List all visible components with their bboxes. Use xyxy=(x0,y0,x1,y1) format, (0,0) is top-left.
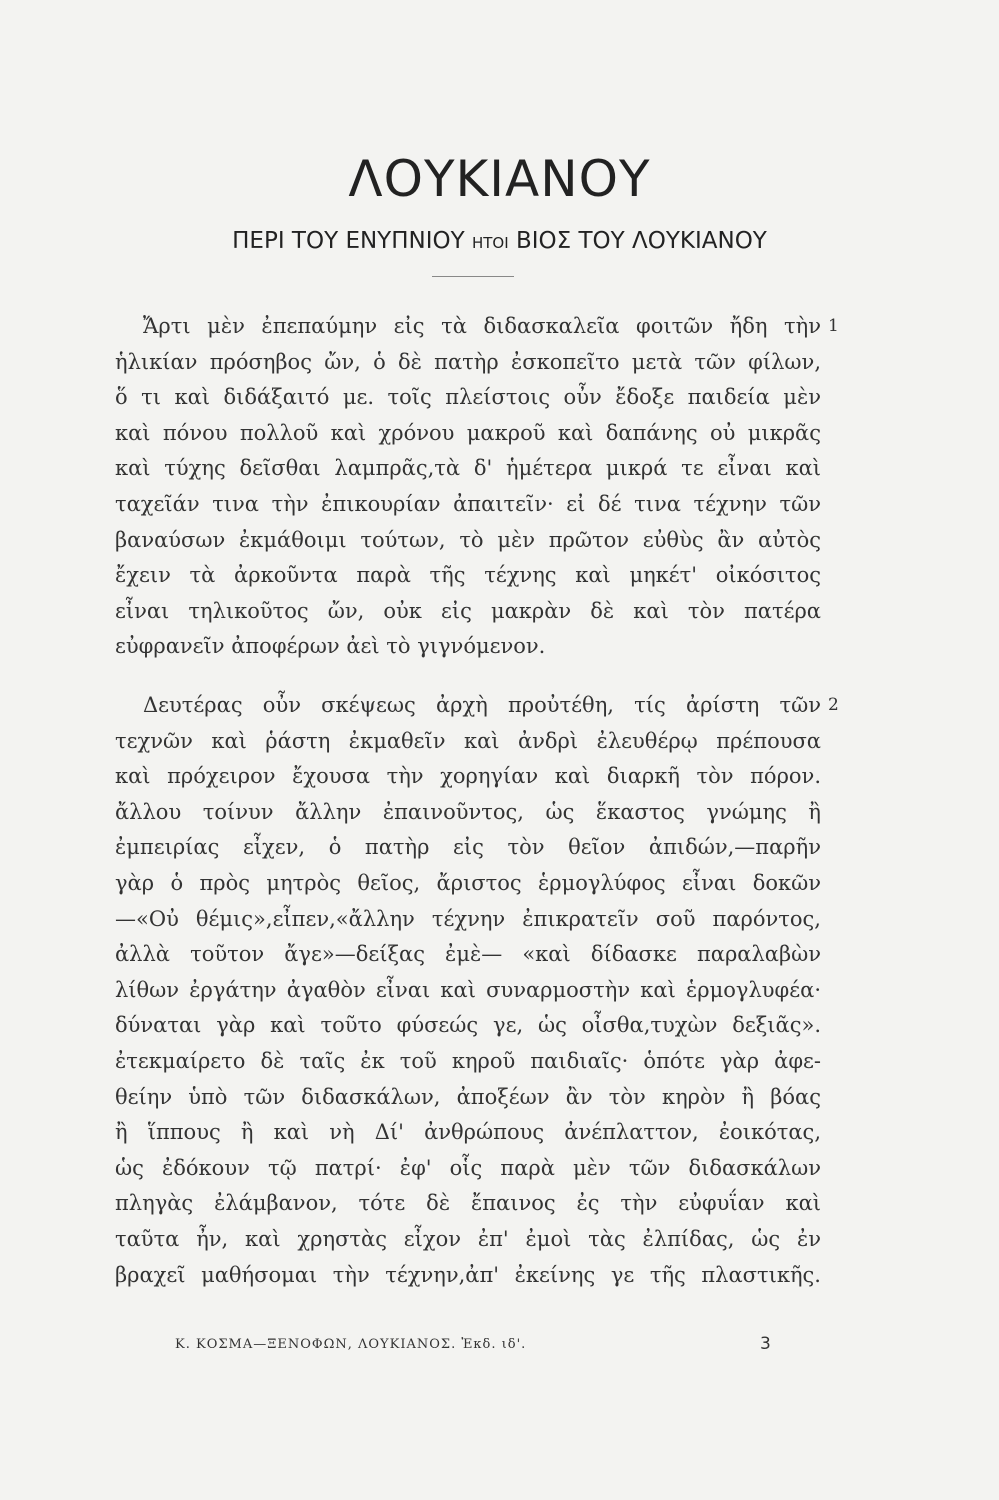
text-line: ἢ ἵππους ἢ καὶ νὴ Δί' ἀνθρώπους ἀνέπλαττον, ἐοικότας, xyxy=(115,1120,821,1145)
text-line: ἄλλου τοίνυν ἄλλην ἐπαινοῦντος, ὡς ἕκαστος γνώμης ἢ xyxy=(115,799,821,824)
footer-imprint: Κ. ΚΟΣΜΑ—ΞΕΝΟΦΩΝ, ΛΟΥΚΙΑΝΟΣ. Ἐκδ. ιδ'. xyxy=(175,1337,527,1352)
text-line: ταχεῖάν τινα τὴν ἐπικουρίαν ἀπαιτεῖν· εἰ δέ τινα τέχνην τῶν xyxy=(115,491,821,516)
text-line: ταῦτα ἦν, καὶ χρηστὰς εἶχον ἐπ' ἐμοὶ τὰς ἐλπίδας, ὡς ἐν xyxy=(115,1226,821,1251)
subtitle-part-2: ΒΙΟΣ ΤΟΥ ΛΟΥΚΙΑΝΟΥ xyxy=(508,228,767,254)
text-line: ἀλλὰ τοῦτον ἄγε»—δείξας ἐμὲ— «καὶ δίδασκε παραλαβὼν xyxy=(115,942,821,967)
text-line: καὶ πόνου πολλοῦ καὶ χρόνου μακροῦ καὶ δαπάνης οὐ μικρᾶς xyxy=(115,420,821,445)
text-line: τεχνῶν καὶ ῥάστη ἐκμαθεῖν καὶ ἀνδρὶ ἐλευθέρῳ πρέπουσα xyxy=(115,728,821,753)
section-number-1: 1 xyxy=(828,316,839,336)
subtitle-connector: ΗΤΟΙ xyxy=(471,234,509,252)
text-line: καὶ πρόχειρον ἔχουσα τὴν χορηγίαν καὶ διαρκῆ τὸν πόρον. xyxy=(115,764,821,789)
section-number-2: 2 xyxy=(828,695,839,715)
text-line: καὶ τύχης δεῖσθαι λαμπρᾶς,τὰ δ' ἡμέτερα μικρά τε εἶναι καὶ xyxy=(115,456,821,481)
subtitle-part-1: ΠΕΡΙ ΤΟΥ ΕΝΥΠΝΙΟΥ xyxy=(232,228,472,254)
text-line: θείην ὑπὸ τῶν διδασκάλων, ἀποξέων ἂν τὸν κηρὸν ἢ βόας xyxy=(115,1084,821,1109)
text-line: ὅ τι καὶ διδάξαιτό με. τοῖς πλείστοις οὖν ἔδοξε παιδεία μὲν xyxy=(115,385,821,410)
text-line: ἐμπειρίας εἶχεν, ὁ πατὴρ εἰς τὸν θεῖον ἀπιδών,—παρῆν xyxy=(115,835,821,860)
text-line: —«Οὐ θέμις»,εἶπεν,«ἄλλην τέχνην ἐπικρατεῖν σοῦ παρόντος, xyxy=(115,906,821,931)
text-line: ἔχειν τὰ ἀρκοῦντα παρὰ τῆς τέχνης καὶ μηκέτ' οἰκόσιτος xyxy=(115,563,821,588)
text-line: Δευτέρας οὖν σκέψεως ἀρχὴ προὐτέθη, τίς ἀρίστη τῶν xyxy=(143,693,821,717)
text-line: Ἄρτι μὲν ἐπεπαύμην εἰς τὰ διδασκαλεῖα φοιτῶν ἤδη τὴν xyxy=(143,314,821,338)
text-line: βαναύσων ἐκμάθοιμι τούτων, τὸ μὲν πρῶτον εὐθὺς ἂν αὐτὸς xyxy=(115,527,821,552)
page-title: ΛΟΥΚΙΑΝΟΥ xyxy=(348,150,651,208)
page-number: 3 xyxy=(760,1334,771,1354)
text-line: εἶναι τηλικοῦτος ὤν, οὐκ εἰς μακρὰν δὲ καὶ τὸν πατέρα xyxy=(115,598,821,623)
text-line: εὐφρανεῖν ἀποφέρων ἀεὶ τὸ γιγνόμενον. xyxy=(115,634,546,659)
title-divider xyxy=(432,276,514,277)
page-subtitle xyxy=(0,228,999,254)
section-2-text xyxy=(115,688,821,1293)
text-line: γὰρ ὁ πρὸς μητρὸς θεῖος, ἄριστος ἑρμογλύφος εἶναι δοκῶν xyxy=(115,870,821,895)
text-line: πληγὰς ἐλάμβανον, τότε δὲ ἔπαινος ἐς τὴν εὐφυΐαν καὶ xyxy=(115,1191,821,1216)
text-line: ἡλικίαν πρόσηβος ὤν, ὁ δὲ πατὴρ ἐσκοπεῖτο μετὰ τῶν φίλων, xyxy=(115,349,821,374)
text-line: ἐτεκμαίρετο δὲ ταῖς ἐκ τοῦ κηροῦ παιδιαῖς· ὁπότε γὰρ ἀφε- xyxy=(115,1048,821,1073)
text-line: δύναται γὰρ καὶ τοῦτο φύσεώς γε, ὡς οἶσθα,τυχὼν δεξιᾶς». xyxy=(115,1013,821,1038)
text-line: βραχεῖ μαθήσομαι τὴν τέχνην,ἀπ' ἐκείνης γε τῆς πλαστικῆς. xyxy=(115,1262,821,1287)
text-line: ὡς ἐδόκουν τῷ πατρί· ἐφ' οἷς παρὰ μὲν τῶν διδασκάλων xyxy=(115,1155,821,1180)
text-line: λίθων ἐργάτην ἀγαθὸν εἶναι καὶ συναρμοστὴν καὶ ἑρμογλυφέα· xyxy=(115,977,821,1002)
section-1-text xyxy=(115,309,821,665)
